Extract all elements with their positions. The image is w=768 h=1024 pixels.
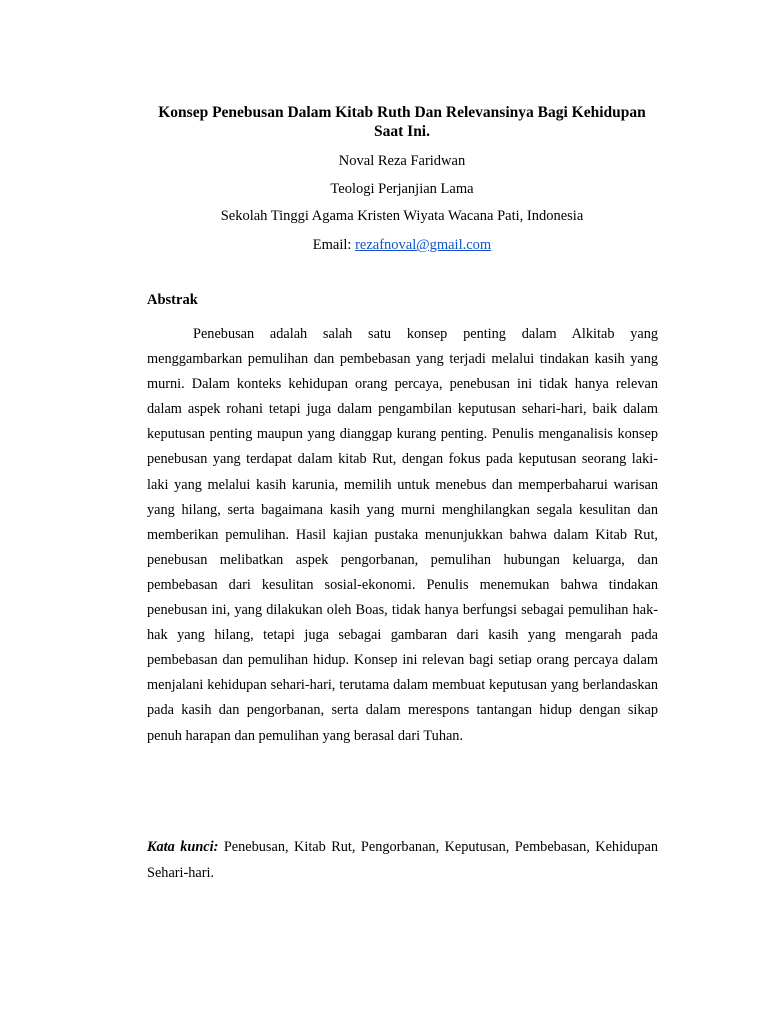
author-name: Noval Reza Faridwan: [338, 153, 466, 169]
keywords-label: Kata kunci:: [147, 839, 219, 855]
keywords-list: Penebusan, Kitab Rut, Pengorbanan, Keputusan, Pembebasan, Kehidupan Sehari-hari.: [147, 839, 658, 881]
institution: Sekolah Tinggi Agama Kristen Wiyata Wacana Pati, Indonesia: [220, 208, 584, 224]
email-link[interactable]: rezafnoval@gmail.com: [355, 237, 492, 253]
paper-title: Konsep Penebusan Dalam Kitab Ruth Dan Relevansinya Bagi Kehidupan Saat Ini.: [158, 104, 646, 140]
abstract-text: Penebusan adalah salah satu konsep penting dalam Alkitab yang menggambarkan pemulihan dan pembebasan yang terjadi melalui tindakan kasih yang murni. Dalam konteks kehidupan orang percaya, penebusan ini tidak hanya relevan dalam aspek rohani tetapi juga dalam pengambilan keputusan sehari-hari, baik dalam keputusan penting maupun yang dianggap kurang penting. Penulis menganalisis konsep penebusan yang terdapat dalam kitab Rut, dengan fokus pada keputusan seorang laki-laki yang melalui kasih karunia, memilih untuk menebus dan memperbaharui warisan yang hilang, serta bagaimana kasih yang murni menghilangkan segala kesulitan dan memberikan pemulihan. Hasil kajian pustaka menunjukkan bahwa dalam Kitab Rut, penebusan melibatkan aspek pengorbanan, pemulihan hubungan keluarga, dan pembebasan dari kesulitan sosial-ekonomi. Penulis menemukan bahwa tindakan penebusan ini, yang dilakukan oleh Boas, tidak hanya berfungsi sebagai pemulihan hak-hak yang hilang, tetapi juga sebagai gambaran dari kasih yang mengarah pada pembebasan dan pemulihan hidup. Konsep ini relevan bagi setiap orang percaya dalam menjalani kehidupan sehari-hari, terutama dalam membuat keputusan yang berlandaskan pada kasih dan pengorbanan, serta dalam merespons tantangan hidup dengan sikap penuh harapan dan pemulihan yang berasal dari Tuhan.: [147, 326, 658, 744]
email-line: [110, 236, 694, 254]
email-label: Email:: [312, 237, 356, 253]
keywords: [147, 834, 658, 886]
department: Teologi Perjanjian Lama: [330, 181, 474, 197]
abstract-heading: Abstrak: [147, 292, 198, 308]
